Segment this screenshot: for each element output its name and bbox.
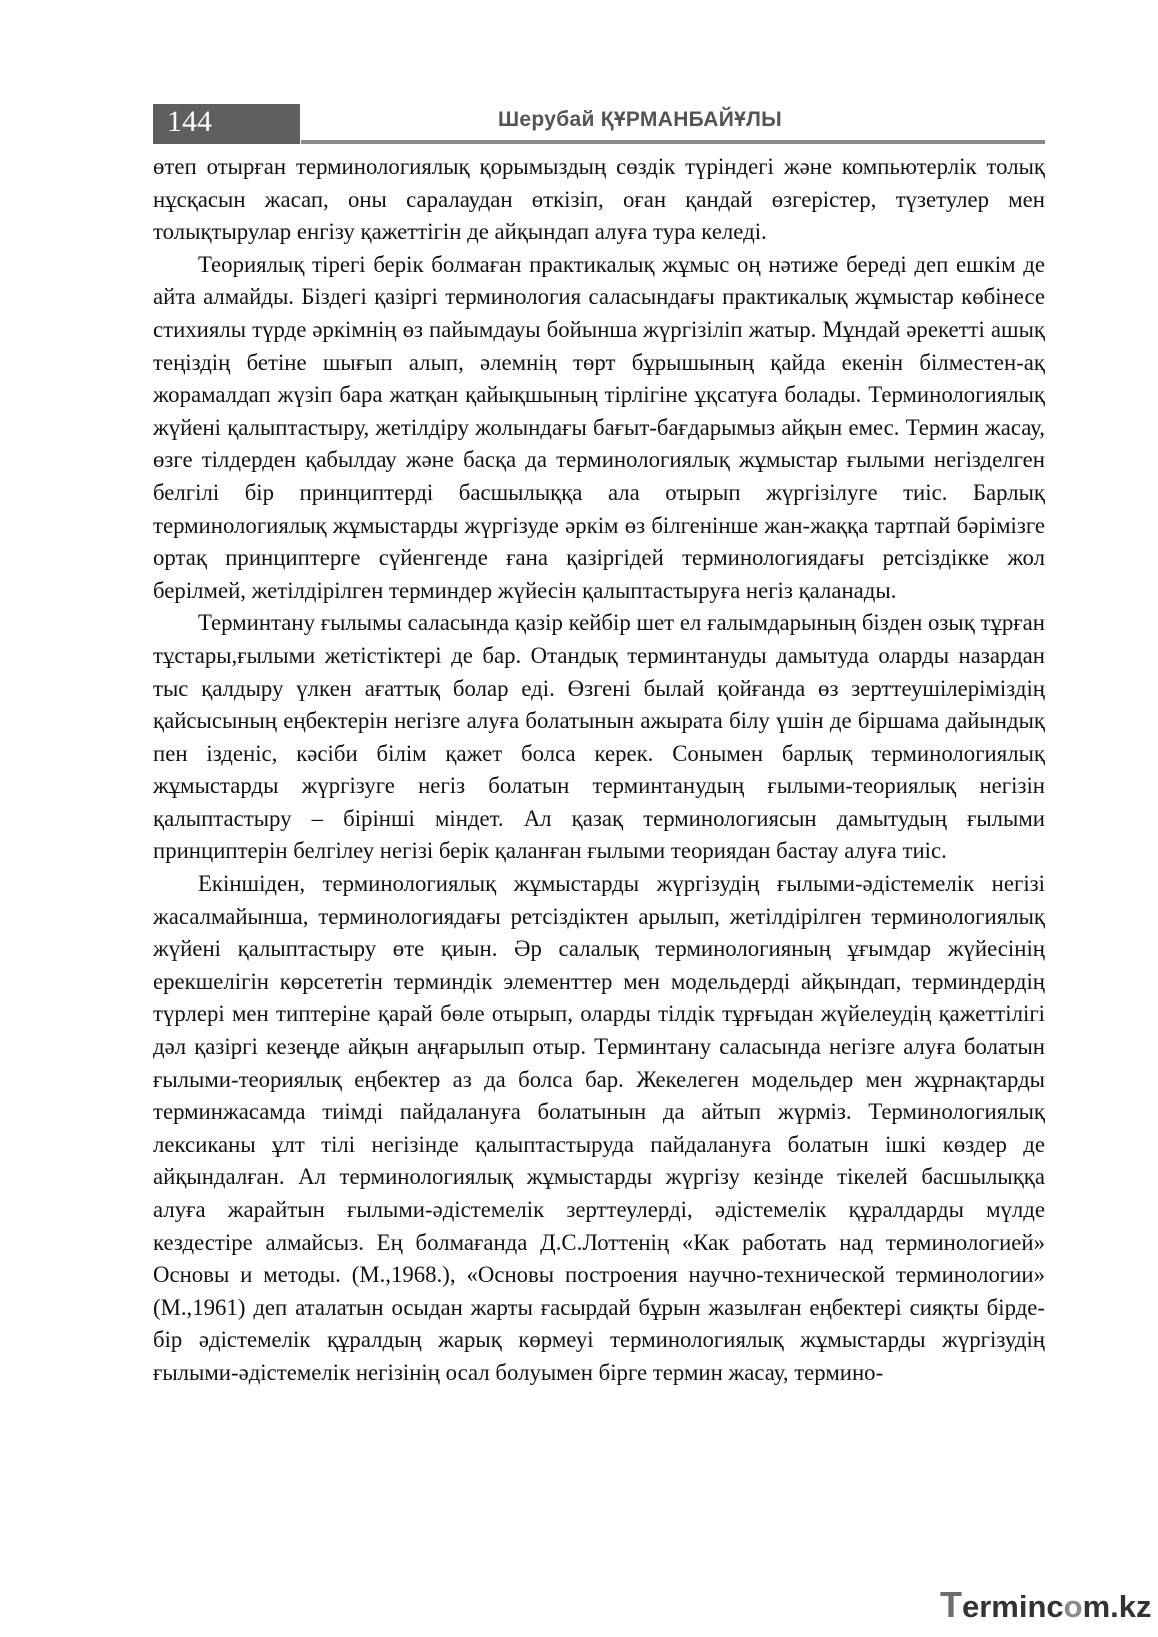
- body-text: [153, 151, 1045, 1390]
- running-head-author: Шерубай ҚҰРМАНБАЙҰЛЫ: [498, 108, 782, 131]
- paragraph: Екіншіден, терминологиялық жұмыстарды жүргізудің ғылыми-әдістемелік негізі жасалмайынша, терминологиядағы ретсіздіктен арылып, жетілдірілген терминологиялық жүйені қалыптастыру өте қиын. Әр салалық терминологияның ұғымдар жүйесінің ерекшелігін көрсететін терминдік элементтер мен модельдерді айқындап, терминдердің түрлері мен типтеріне қарай бөле отырып, оларды тілдік тұрғыдан жүйелеудің қажеттілігі дәл қазіргі кезеңде айқын аңғарылып отыр. Терминтану саласында негізге алуға болатын ғылыми-теориялық еңбектер аз да болса бар. Жекелеген модельдер мен жұрнақтарды терминжасамда тиімді пайдалануға болатынын да айтып жүрміз. Терминологиялық лексиканы ұлт тілі негізінде қалыптастыруда пайдалануға болатын ішкі көздер де айқындалған. Ал терминологиялық жұмыстарды жүргізу кезінде тікелей басшылыққа алуға жарайтын ғылыми-әдістемелік зерттеулерді, әдістемелік құралдарды мүлде кездестіре алмайсыз. Ең болмағанда Д.С.Лоттенің «Как работать над терминологией» Основы и методы. (М.,1968.), «Основы построения научно-технической терминологии» (М.,1961) деп аталатын осыдан жарты ғасырдай бұрын жазылған еңбектері сияқты бірде-бір әдістемелік құралдың жарық көрмеуі терминологиялық жұмыстарды жүргізудің ғылыми-әдістемелік негізінің осал болуымен бірге термин жасау, термино-: [153, 871, 1045, 1385]
- page-header: [153, 104, 1045, 144]
- paragraph-continuation: өтеп отырған терминологиялық қорымыздың сөздік түріндегі және компьютерлік толық нұсқасын жасап, оны саралаудан өткізіп, оған қандай өзгерістер, түзетулер мен толықтырулар енгізу қажеттігін де айқындап алуға тура келеді.: [153, 154, 1045, 245]
- paragraph: Терминтану ғылымы саласында қазір кейбір шет ел ғалымдарының бізден озық тұрған тұстары,ғылыми жетістіктері де бар. Отандық терминтануды дамытуда оларды назардан тыс қалдыру үлкен ағаттық болар еді. Өзгені былай қойғанда өз зерттеушілеріміздің қайсысының еңбектерін негізге алуға болатынын ажырата білу үшін де біршама дайындық пен ізденіс, кәсіби білім қажет болса керек. Сонымен барлық терминологиялық жұмыстарды жүргізуге негіз болатын терминтанудың ғылыми-теориялық негізін қалыптастыру – бірінші міндет. Ал қазақ терминологиясын дамытудың ғылыми принциптерін белгілеу негізі берік қаланған ғылыми теориядан бастау алуға тиіс.: [153, 610, 1045, 864]
- watermark-logo: [940, 1584, 1152, 1626]
- watermark-part1: erminc: [962, 1589, 1064, 1624]
- page-number: 144: [167, 105, 212, 138]
- header-rule: [301, 140, 1045, 144]
- paragraph: Теориялық тірегі берік болмаған практикалық жұмыс оң нәтиже береді деп ешкім де айта алмайды. Біздегі қазіргі терминология саласындағы практикалық жұмыстар көбінесе стихиялы түрде әркімнің өз пайымдауы бойынша жүргізіліп жатыр. Мұндай әрекетті ашық теңіздің бетіне шығып алып, әлемнің төрт бұрышының қайда екенін білместен-ақ жорамалдап жүзіп бара жатқан қайықшының тірлігіне ұқсатуға болады. Терминологиялық жүйені қалыптастыру, жетілдіру жолындағы бағыт-бағдарымыз айқын емес. Термин жасау, өзге тілдерден қабылдау және басқа да терминологиялық жұмыстар ғылыми негізделген белгілі бір принциптерді басшылыққа ала отырып жүргізілуге тиіс. Барлық терминологиялық жұмыстарды жүргізуде әркім өз білгенінше жан-жаққа тартпай бәрімізге ортақ принциптерге сүйенгенде ғана қазіргідей терминологиядағы ретсіздікке жол берілмей, жетілдірілген терминдер жүйесін қалыптастыруға негіз қаланады.: [153, 251, 1045, 603]
- page-number-box: [153, 104, 300, 144]
- watermark-o: o: [1063, 1589, 1083, 1624]
- watermark-part2: m.kz: [1082, 1589, 1152, 1624]
- watermark-initial: T: [940, 1584, 962, 1625]
